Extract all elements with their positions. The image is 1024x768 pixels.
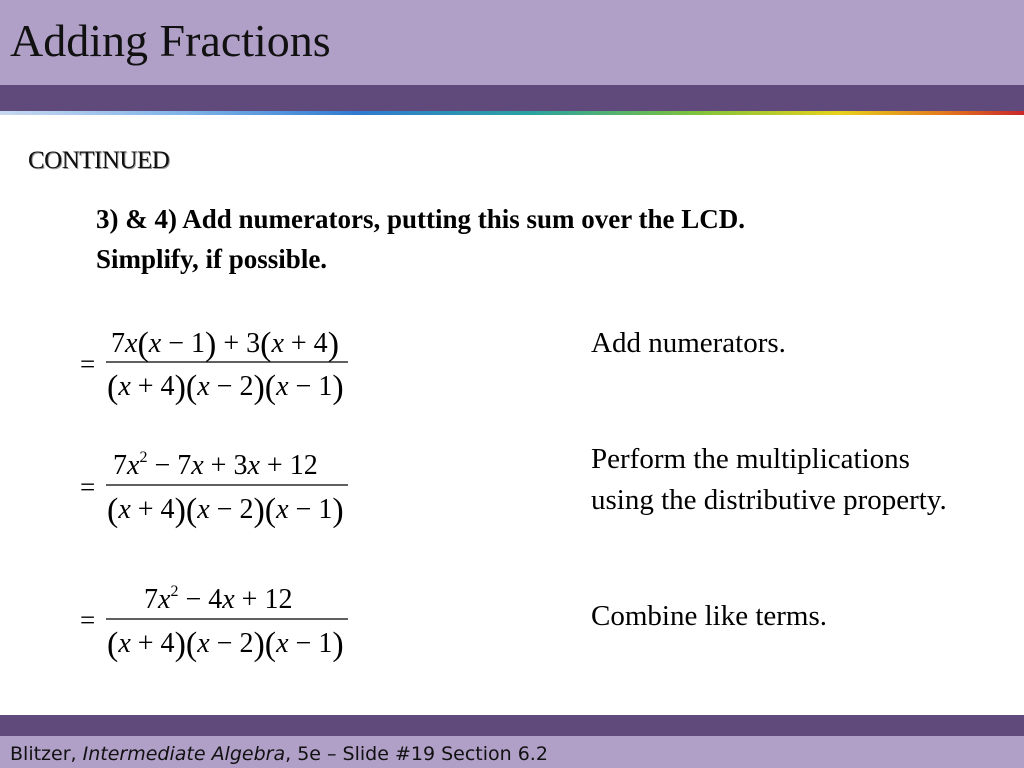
fraction-denominator: (x + 4)(x − 2)(x − 1) xyxy=(107,626,344,663)
fraction-denominator: (x + 4)(x − 2)(x − 1) xyxy=(107,369,344,406)
footer-book-title: Intermediate Algebra xyxy=(82,743,286,765)
footer-band xyxy=(0,715,1024,736)
fraction-numerator: 7x(x − 1) + 3(x + 4) xyxy=(111,326,340,363)
note-combine-terms: Combine like terms. xyxy=(591,600,827,632)
continued-label: CONTINUED xyxy=(28,147,170,174)
equation-1 xyxy=(80,326,348,406)
fraction-numerator: $7x^2 - 4x + 12$ xyxy=(144,583,293,615)
equals-sign: = xyxy=(80,605,96,635)
footer-citation xyxy=(10,743,548,765)
note-add-numerators: Add numerators. xyxy=(591,327,786,359)
equals-sign: = xyxy=(80,472,96,502)
equals-sign: = xyxy=(80,349,96,379)
step-line-2: Simplify, if possible. xyxy=(96,244,328,274)
footer-slide-info: , 5e – Slide #19 Section 6.2 xyxy=(285,743,548,765)
step-line-1: 3) & 4) Add numerators, putting this sum over the LCD. xyxy=(96,204,746,234)
equation-3 xyxy=(80,583,348,663)
note-distributive: Perform the multiplications using the distributive property. xyxy=(591,443,947,516)
slide-title: Adding Fractions xyxy=(10,15,331,66)
equation-2 xyxy=(80,449,348,529)
fraction-numerator: $7x^2 - 7x + 3x + 12$ xyxy=(113,449,318,481)
fraction-denominator: (x + 4)(x − 2)(x − 1) xyxy=(107,492,344,529)
footer-author: Blitzer, xyxy=(10,743,83,765)
